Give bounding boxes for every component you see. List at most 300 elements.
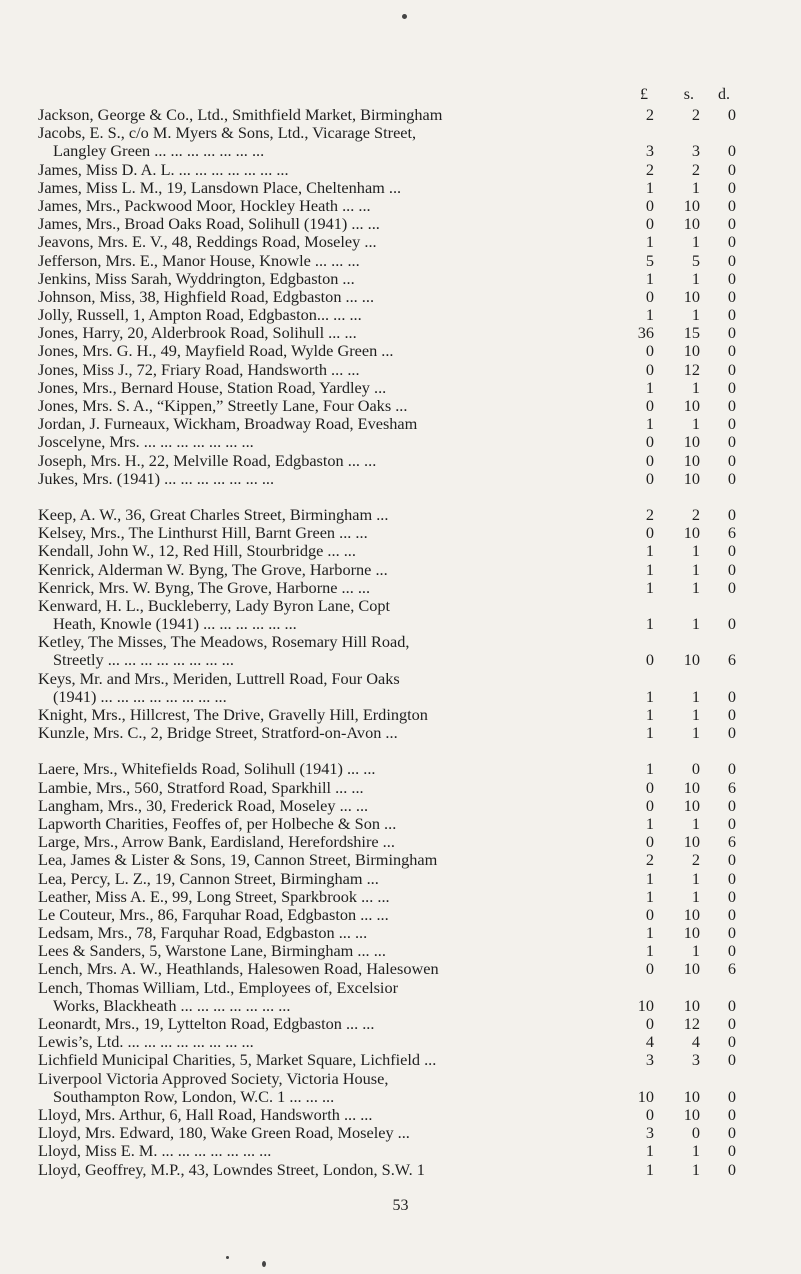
entry-name: Lench, Mrs. A. W., Heathlands, Halesowen Road, Halesowen xyxy=(38,960,439,979)
shillings-value: 10 xyxy=(683,450,700,470)
pence-value: 0 xyxy=(727,850,736,870)
entry-name: Ketley, The Misses, The Meadows, Rosemary Hill Road, xyxy=(38,633,410,652)
entry-amount xyxy=(622,960,738,978)
entry-name: Leather, Miss A. E., 99, Long Street, Sparkbrook ... ... xyxy=(38,887,390,906)
pounds-value: 1 xyxy=(645,232,654,252)
entry-row xyxy=(38,233,738,251)
pence-value: 0 xyxy=(727,141,736,161)
shillings-value xyxy=(654,597,700,615)
pounds-value: 0 xyxy=(645,214,654,234)
pounds-value xyxy=(622,124,654,142)
entry-name: Joscelyne, Mrs. ... ... ... ... ... ... ... xyxy=(38,433,254,452)
entry-name: Jordan, J. Furneaux, Wickham, Broadway Road, Evesham xyxy=(38,415,418,434)
print-speck xyxy=(262,1261,266,1267)
pence-value: 0 xyxy=(727,177,736,197)
pounds-value xyxy=(622,1070,654,1088)
entry-name: Keys, Mr. and Mrs., Meriden, Luttrell Road, Four Oaks xyxy=(38,669,400,688)
entry-name: Kelsey, Mrs., The Linthurst Hill, Barnt Green ... ... xyxy=(38,524,368,543)
entry-amount xyxy=(622,942,738,960)
entry-amount xyxy=(622,124,738,142)
entry-name: Ledsam, Mrs., 78, Farquhar Road, Edgbaston ... ... xyxy=(38,924,368,943)
entry-amount xyxy=(622,924,738,942)
entry-name: Jones, Miss J., 72, Friary Road, Handsworth ... ... xyxy=(38,360,360,379)
entry-amount xyxy=(622,997,738,1015)
entry-row xyxy=(38,379,738,397)
section-gap xyxy=(38,488,738,506)
entry-amount xyxy=(622,470,738,488)
entry-amount xyxy=(622,979,738,997)
pence-value: 6 xyxy=(727,832,736,852)
entry-name: Liverpool Victoria Approved Society, Victoria House, xyxy=(38,1069,389,1088)
entry-row xyxy=(38,1161,738,1179)
entry-row xyxy=(38,1088,738,1106)
shillings-value: 10 xyxy=(683,650,700,670)
pounds-value: 0 xyxy=(645,195,654,215)
pence-value: 0 xyxy=(727,504,736,524)
entry-amount xyxy=(622,670,738,688)
pence-value: 0 xyxy=(727,468,736,488)
entry-amount xyxy=(622,433,738,451)
entry-row xyxy=(38,397,738,415)
entry-row xyxy=(38,815,738,833)
shillings-value xyxy=(654,633,700,651)
pounds-value: 10 xyxy=(637,1086,654,1106)
pence-value: 6 xyxy=(727,650,736,670)
entry-row xyxy=(38,579,738,597)
entry-row xyxy=(38,270,738,288)
entry-amount xyxy=(622,415,738,433)
shillings-value: 3 xyxy=(691,141,700,161)
pounds-value: 1 xyxy=(645,759,654,779)
entry-name: Heath, Knowle (1941) ... ... ... ... ... ... xyxy=(53,615,297,634)
pounds-value xyxy=(622,597,654,615)
entry-name: Johnson, Miss, 38, Highfield Road, Edgbaston ... ... xyxy=(38,287,375,306)
entry-name: Kendall, John W., 12, Red Hill, Stourbridge ... ... xyxy=(38,542,356,561)
entry-row xyxy=(38,979,738,997)
pounds-value: 1 xyxy=(645,813,654,833)
shillings-value: 10 xyxy=(683,341,700,361)
shillings-value xyxy=(654,124,700,142)
shillings-value: 1 xyxy=(691,268,700,288)
entry-amount xyxy=(622,688,738,706)
entry-row xyxy=(38,906,738,924)
pounds-value: 1 xyxy=(645,923,654,943)
shillings-value: 12 xyxy=(683,359,700,379)
shillings-value: 10 xyxy=(683,286,700,306)
pounds-value: 4 xyxy=(645,1032,654,1052)
entry-row xyxy=(38,615,738,633)
shillings-value: 10 xyxy=(683,777,700,797)
entry-amount xyxy=(622,1161,738,1179)
entry-row xyxy=(38,306,738,324)
shillings-value: 1 xyxy=(691,541,700,561)
entry-row xyxy=(38,833,738,851)
pence-value: 0 xyxy=(727,159,736,179)
entry-amount xyxy=(622,579,738,597)
shillings-value: 1 xyxy=(691,1159,700,1179)
pounds-value: 5 xyxy=(645,250,654,270)
entry-amount xyxy=(622,706,738,724)
shillings-value: 10 xyxy=(683,195,700,215)
pounds-value xyxy=(622,633,654,651)
pence-value: 0 xyxy=(727,105,736,124)
currency-column-header xyxy=(616,86,732,104)
shillings-value: 10 xyxy=(683,832,700,852)
pounds-value: 1 xyxy=(645,305,654,325)
shillings-value: 10 xyxy=(683,214,700,234)
pounds-value: 1 xyxy=(645,177,654,197)
entry-name: (1941) ... ... ... ... ... ... ... ... xyxy=(53,687,227,706)
entry-amount xyxy=(622,797,738,815)
entry-name: James, Mrs., Broad Oaks Road, Solihull (1941) ... ... xyxy=(38,215,380,234)
entry-name: Lichfield Municipal Charities, 5, Market Square, Lichfield ... xyxy=(38,1051,437,1070)
entry-row xyxy=(38,633,738,651)
entry-amount xyxy=(622,342,738,360)
pounds-value: 1 xyxy=(645,559,654,579)
entry-amount xyxy=(622,1088,738,1106)
pence-value: 0 xyxy=(727,268,736,288)
shillings-value: 2 xyxy=(691,504,700,524)
entry-name: James, Miss D. A. L. ... ... ... ... ... ... ... xyxy=(38,160,289,179)
print-speck xyxy=(226,1256,229,1259)
pence-value: 0 xyxy=(727,250,736,270)
entry-name: Lees & Sanders, 5, Warstone Lane, Birmingham ... ... xyxy=(38,942,386,961)
entry-amount xyxy=(622,597,738,615)
pence-value: 0 xyxy=(727,705,736,724)
shillings-value: 2 xyxy=(691,850,700,870)
entry-amount xyxy=(622,142,738,160)
pounds-value: 0 xyxy=(645,450,654,470)
entry-name: Lloyd, Geoffrey, M.P., 43, Lowndes Street, London, S.W. 1 xyxy=(38,1160,425,1179)
pence-value: 0 xyxy=(727,868,736,888)
shillings-value: 5 xyxy=(691,250,700,270)
pence-value: 0 xyxy=(727,1086,736,1106)
entry-row xyxy=(38,688,738,706)
entry-amount xyxy=(622,524,738,542)
entry-name: Jones, Harry, 20, Alderbrook Road, Solihull ... ... xyxy=(38,324,357,343)
entry-name: Jones, Mrs., Bernard House, Station Road, Yardley ... xyxy=(38,378,387,397)
pence-value xyxy=(700,597,736,615)
pounds-value: 0 xyxy=(645,959,654,979)
entry-name: James, Mrs., Packwood Moor, Hockley Heath ... ... xyxy=(38,196,371,215)
entry-row xyxy=(38,142,738,160)
entry-row xyxy=(38,561,738,579)
shillings-value: 10 xyxy=(683,1086,700,1106)
pounds-value: 1 xyxy=(645,886,654,906)
shillings-value: 1 xyxy=(691,723,700,743)
entry-amount xyxy=(622,379,738,397)
pence-value: 0 xyxy=(727,577,736,597)
entry-row xyxy=(38,415,738,433)
entry-row xyxy=(38,452,738,470)
pounds-header: £ xyxy=(640,86,648,103)
entry-row xyxy=(38,1070,738,1088)
entry-row xyxy=(38,324,738,342)
pounds-value: 0 xyxy=(645,1104,654,1124)
shillings-value: 10 xyxy=(683,904,700,924)
entry-amount xyxy=(622,1106,738,1124)
entry-amount xyxy=(622,760,738,778)
entry-amount xyxy=(622,252,738,270)
entry-row xyxy=(38,1015,738,1033)
entry-row xyxy=(38,1106,738,1124)
entry-row xyxy=(38,252,738,270)
entry-amount xyxy=(622,888,738,906)
shillings-value xyxy=(654,1070,700,1088)
entry-name: Lea, Percy, L. Z., 19, Cannon Street, Birmingham ... xyxy=(38,869,379,888)
shillings-value: 10 xyxy=(683,468,700,488)
entry-amount xyxy=(622,306,738,324)
pounds-value: 0 xyxy=(645,359,654,379)
pounds-value xyxy=(622,979,654,997)
entry-name: Lloyd, Miss E. M. ... ... ... ... ... ... ... xyxy=(38,1142,272,1161)
entry-name: Jones, Mrs. G. H., 49, Mayfield Road, Wylde Green ... xyxy=(38,342,394,361)
shillings-header: s. xyxy=(683,86,694,103)
entry-row xyxy=(38,779,738,797)
pence-value: 0 xyxy=(727,1141,736,1161)
entry-row xyxy=(38,651,738,669)
entry-amount xyxy=(622,651,738,669)
pence-value: 0 xyxy=(727,686,736,706)
entry-name: Jackson, George & Co., Ltd., Smithfield Market, Birmingham xyxy=(38,106,443,124)
pence-value: 0 xyxy=(727,941,736,961)
entry-amount xyxy=(622,561,738,579)
entry-name: Jeavons, Mrs. E. V., 48, Reddings Road, Moseley ... xyxy=(38,233,377,252)
entry-row xyxy=(38,851,738,869)
shillings-value: 1 xyxy=(691,377,700,397)
page-number: 53 xyxy=(392,1197,409,1214)
pounds-value: 1 xyxy=(645,377,654,397)
entry-row xyxy=(38,1124,738,1142)
entry-row xyxy=(38,724,738,742)
entry-amount xyxy=(622,161,738,179)
entry-row xyxy=(38,997,738,1015)
pence-value: 0 xyxy=(727,1050,736,1070)
shillings-value: 1 xyxy=(691,813,700,833)
shillings-value xyxy=(654,670,700,688)
entry-row xyxy=(38,179,738,197)
pence-value: 0 xyxy=(727,614,736,634)
pounds-value: 1 xyxy=(645,414,654,434)
pounds-value: 2 xyxy=(645,159,654,179)
shillings-value: 1 xyxy=(691,1141,700,1161)
entry-amount xyxy=(622,1142,738,1160)
pence-value xyxy=(700,670,736,688)
shillings-value: 15 xyxy=(683,323,700,343)
entry-amount xyxy=(622,815,738,833)
pence-value: 0 xyxy=(727,359,736,379)
pounds-value: 3 xyxy=(645,141,654,161)
entry-name: Jones, Mrs. S. A., “Kippen,” Streetly Lane, Four Oaks ... xyxy=(38,397,408,415)
pence-value: 0 xyxy=(727,559,736,579)
shillings-value: 12 xyxy=(683,1014,700,1033)
shillings-value: 3 xyxy=(691,1050,700,1070)
entry-amount xyxy=(622,542,738,560)
entry-row xyxy=(38,215,738,233)
pounds-value: 1 xyxy=(645,577,654,597)
shillings-value: 1 xyxy=(691,868,700,888)
shillings-value: 0 xyxy=(691,1123,700,1143)
entry-row xyxy=(38,470,738,488)
pence-value: 6 xyxy=(727,959,736,979)
pounds-value: 3 xyxy=(645,1050,654,1070)
entry-row xyxy=(38,670,738,688)
shillings-value: 2 xyxy=(691,159,700,179)
section-gap xyxy=(38,742,738,760)
entry-amount xyxy=(622,906,738,924)
entry-row xyxy=(38,888,738,906)
shillings-value: 10 xyxy=(683,995,700,1015)
entry-amount xyxy=(622,288,738,306)
entry-name: Streetly ... ... ... ... ... ... ... ... xyxy=(53,651,234,670)
entry-amount xyxy=(622,215,738,233)
shillings-value xyxy=(654,979,700,997)
pence-value: 0 xyxy=(727,1123,736,1143)
shillings-value: 1 xyxy=(691,941,700,961)
pounds-value: 0 xyxy=(645,1014,654,1033)
shillings-value: 1 xyxy=(691,305,700,325)
pounds-value: 0 xyxy=(645,286,654,306)
entry-name: James, Miss L. M., 19, Lansdown Place, Cheltenham ... xyxy=(38,178,402,197)
shillings-value: 1 xyxy=(691,177,700,197)
shillings-value: 1 xyxy=(691,232,700,252)
entry-name: Lewis’s, Ltd. ... ... ... ... ... ... ... ... xyxy=(38,1033,254,1052)
pence-value xyxy=(700,633,736,651)
entry-row xyxy=(38,597,738,615)
entry-name: Jacobs, E. S., c/o M. Myers & Sons, Ltd., Vicarage Street, xyxy=(38,124,417,143)
pence-value: 0 xyxy=(727,723,736,743)
shillings-value: 1 xyxy=(691,577,700,597)
shillings-value: 10 xyxy=(683,432,700,452)
entry-amount xyxy=(622,615,738,633)
pence-value: 0 xyxy=(727,414,736,434)
pounds-value: 0 xyxy=(645,795,654,815)
entry-name: Lea, James & Lister & Sons, 19, Cannon Street, Birmingham xyxy=(38,851,438,870)
entry-amount xyxy=(622,851,738,869)
entry-name: Leonardt, Mrs., 19, Lyttelton Road, Edgbaston ... ... xyxy=(38,1015,375,1033)
entry-row xyxy=(38,161,738,179)
entry-amount xyxy=(622,870,738,888)
entry-name: Jenkins, Miss Sarah, Wyddrington, Edgbaston ... xyxy=(38,269,355,288)
pence-value: 0 xyxy=(727,1159,736,1179)
entry-amount xyxy=(622,270,738,288)
entry-row xyxy=(38,542,738,560)
pence-header: d. xyxy=(718,86,730,103)
entry-name: Southampton Row, London, W.C. 1 ... ... ... xyxy=(53,1087,335,1106)
entry-amount xyxy=(622,1033,738,1051)
entry-row xyxy=(38,433,738,451)
entry-row xyxy=(38,870,738,888)
pounds-value: 3 xyxy=(645,1123,654,1143)
pence-value: 0 xyxy=(727,305,736,325)
pence-value: 0 xyxy=(727,923,736,943)
shillings-value: 2 xyxy=(691,105,700,124)
pence-value: 0 xyxy=(727,995,736,1015)
pounds-value: 0 xyxy=(645,777,654,797)
pence-value: 0 xyxy=(727,450,736,470)
pounds-value: 10 xyxy=(637,995,654,1015)
shillings-value: 10 xyxy=(683,396,700,415)
entry-name: Jefferson, Mrs. E., Manor House, Knowle ... ... ... xyxy=(38,251,360,270)
entry-name: Lapworth Charities, Feoffes of, per Holbeche & Son ... xyxy=(38,814,397,833)
pounds-value: 1 xyxy=(645,541,654,561)
pounds-value: 1 xyxy=(645,868,654,888)
pounds-value: 0 xyxy=(645,832,654,852)
entry-name: Lench, Thomas William, Ltd., Employees of, Excelsior xyxy=(38,978,399,997)
entry-row xyxy=(38,288,738,306)
entry-amount xyxy=(622,506,738,524)
entry-row xyxy=(38,1142,738,1160)
pence-value: 0 xyxy=(727,541,736,561)
pounds-value: 1 xyxy=(645,686,654,706)
pounds-value: 1 xyxy=(645,268,654,288)
pence-value: 0 xyxy=(727,214,736,234)
pounds-value: 0 xyxy=(645,432,654,452)
print-speck xyxy=(402,14,407,19)
entry-amount xyxy=(622,1124,738,1142)
entry-name: Lloyd, Mrs. Edward, 180, Wake Green Road, Moseley ... xyxy=(38,1124,410,1143)
shillings-value: 1 xyxy=(691,414,700,434)
entry-row xyxy=(38,342,738,360)
pounds-value: 1 xyxy=(645,1159,654,1179)
pounds-value: 1 xyxy=(645,723,654,743)
entry-name: Kenward, H. L., Buckleberry, Lady Byron Lane, Copt xyxy=(38,596,391,615)
shillings-value: 1 xyxy=(691,705,700,724)
pence-value: 0 xyxy=(727,886,736,906)
entry-row xyxy=(38,197,738,215)
pence-value: 6 xyxy=(727,777,736,797)
pounds-value: 1 xyxy=(645,705,654,724)
pounds-value: 1 xyxy=(645,1141,654,1161)
shillings-value: 1 xyxy=(691,614,700,634)
pence-value: 0 xyxy=(727,904,736,924)
entry-name: Knight, Mrs., Hillcrest, The Drive, Gravelly Hill, Erdington xyxy=(38,706,428,724)
entry-amount xyxy=(622,833,738,851)
pounds-value: 2 xyxy=(645,504,654,524)
entry-row xyxy=(38,960,738,978)
entry-row xyxy=(38,106,738,124)
pence-value: 0 xyxy=(727,1032,736,1052)
shillings-value: 10 xyxy=(683,959,700,979)
entry-row xyxy=(38,506,738,524)
entry-amount xyxy=(622,633,738,651)
pence-value xyxy=(700,124,736,142)
pence-value: 0 xyxy=(727,1014,736,1033)
pounds-value: 1 xyxy=(645,941,654,961)
entry-amount xyxy=(622,233,738,251)
entry-row xyxy=(38,942,738,960)
entry-row xyxy=(38,1033,738,1051)
pence-value: 0 xyxy=(727,396,736,415)
pounds-value: 0 xyxy=(645,904,654,924)
entry-name: Keep, A. W., 36, Great Charles Street, Birmingham ... xyxy=(38,505,389,524)
pence-value: 0 xyxy=(727,795,736,815)
entry-amount xyxy=(622,1051,738,1069)
pounds-value: 0 xyxy=(645,523,654,543)
shillings-value: 10 xyxy=(683,1104,700,1124)
shillings-value: 1 xyxy=(691,886,700,906)
pence-value: 0 xyxy=(727,323,736,343)
entry-amount xyxy=(622,197,738,215)
pounds-value: 1 xyxy=(645,614,654,634)
pence-value: 0 xyxy=(727,432,736,452)
pence-value: 6 xyxy=(727,523,736,543)
entry-row xyxy=(38,124,738,142)
pounds-value: 0 xyxy=(645,468,654,488)
shillings-value: 0 xyxy=(691,759,700,779)
entry-name: Kunzle, Mrs. C., 2, Bridge Street, Stratford-on-Avon ... xyxy=(38,724,398,743)
subscriber-list xyxy=(38,106,738,1179)
